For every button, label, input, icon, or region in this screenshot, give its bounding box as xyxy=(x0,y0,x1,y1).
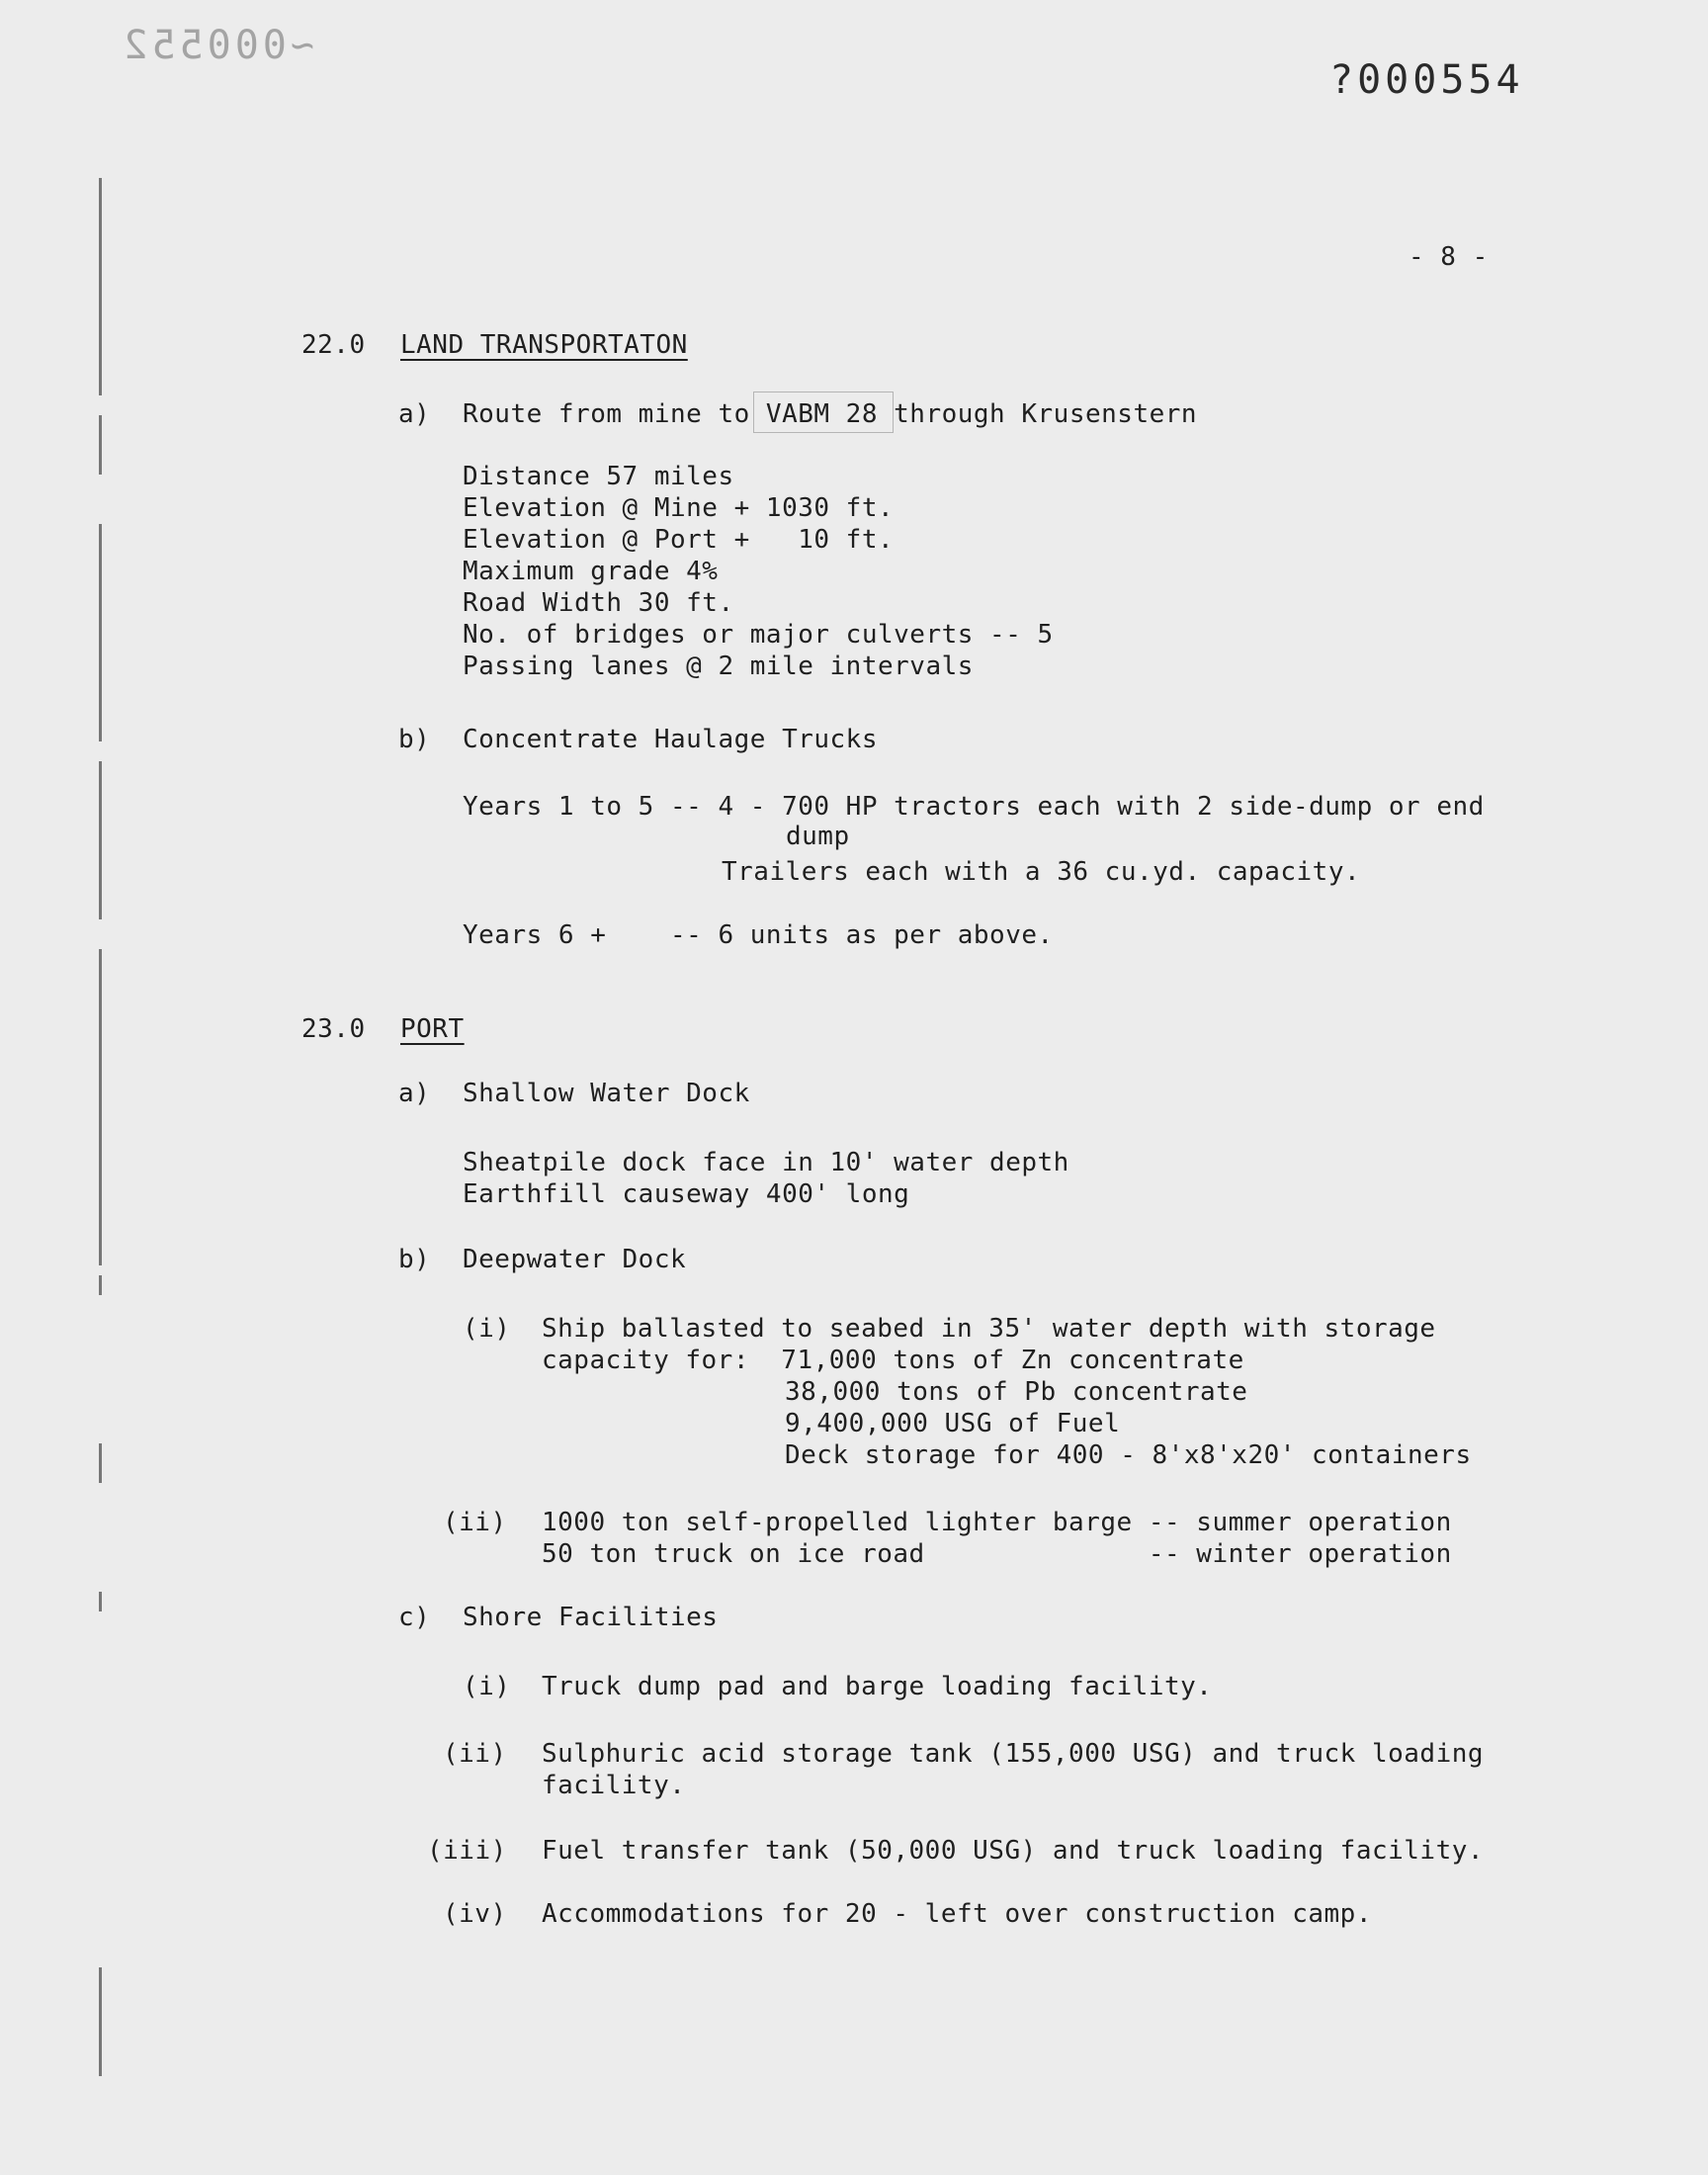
shallow-dock-specs xyxy=(463,1147,1069,1210)
shore-item-text: Sulphuric acid storage tank (155,000 USG) and truck loading xyxy=(542,1739,1485,1769)
section-22-number: 22.0 xyxy=(301,330,366,360)
deepwater-storage-line3: 38,000 tons of Pb concentrate xyxy=(785,1377,1248,1407)
deepwater-storage-line5: Deck storage for 400 - 8'x8'x20' containers xyxy=(785,1440,1472,1470)
s23-b-label: b) xyxy=(398,1245,431,1274)
route-label-box xyxy=(753,392,894,433)
s23-a-label: a) xyxy=(398,1079,431,1108)
s22-b-text: Concentrate Haulage Trucks xyxy=(463,725,878,754)
s23-b-ii-label: (ii) xyxy=(443,1508,507,1537)
spec-line: Passing lanes @ 2 mile intervals xyxy=(463,652,974,681)
scan-edge-marks xyxy=(99,129,103,2106)
s23-b-i-label: (i) xyxy=(463,1314,511,1344)
shore-item-label: (ii) xyxy=(443,1739,507,1769)
mirrored-stamp: ~000552 xyxy=(120,23,314,68)
shore-item-text: Truck dump pad and barge loading facility. xyxy=(542,1672,1213,1701)
spec-line: Earthfill causeway 400' long xyxy=(463,1179,910,1209)
s23-c-text: Shore Facilities xyxy=(463,1603,719,1632)
page-number: - 8 - xyxy=(1409,242,1489,272)
s23-c-label: c) xyxy=(398,1603,431,1632)
s22-b-label: b) xyxy=(398,725,431,754)
shore-item-label: (iv) xyxy=(443,1899,507,1929)
trucks-years-1-5-cont: dump xyxy=(786,822,850,851)
deepwater-storage-line1: Ship ballasted to seabed in 35' water depth with storage xyxy=(542,1314,1436,1344)
s23-b-text: Deepwater Dock xyxy=(463,1245,687,1274)
route-specs xyxy=(463,461,1054,682)
section-23-title: PORT xyxy=(400,1014,465,1044)
shore-item-label: (iii) xyxy=(427,1836,507,1866)
spec-line: Maximum grade 4% xyxy=(463,557,719,586)
section-23-number: 23.0 xyxy=(301,1014,366,1044)
spec-line: Elevation @ Mine + 1030 ft. xyxy=(463,493,895,523)
spec-line: Road Width 30 ft. xyxy=(463,588,734,618)
trucks-years-1-5: Years 1 to 5 -- 4 - 700 HP tractors each with 2 side-dump or end xyxy=(463,792,1485,822)
trucks-years-6: Years 6 + -- 6 units as per above. xyxy=(463,920,1054,950)
lighter-barge-line: 1000 ton self-propelled lighter barge -- summer operation xyxy=(542,1508,1452,1537)
shore-item-text: Fuel transfer tank (50,000 USG) and truck loading facility. xyxy=(542,1836,1485,1866)
shore-item-text: facility. xyxy=(542,1771,686,1800)
s22-a-text: Route from mine to VABM 28 through Krusenstern xyxy=(463,399,1198,429)
spec-line: No. of bridges or major culverts -- 5 xyxy=(463,620,1054,650)
section-22-title: LAND TRANSPORTATON xyxy=(400,330,688,360)
spec-line: Elevation @ Port + 10 ft. xyxy=(463,525,895,555)
shore-item-label: (i) xyxy=(463,1672,511,1701)
s22-a-label: a) xyxy=(398,399,431,429)
deepwater-storage-line2: capacity for: 71,000 tons of Zn concentrate xyxy=(542,1346,1244,1375)
deepwater-storage-line4: 9,400,000 USG of Fuel xyxy=(785,1409,1121,1438)
document-id-stamp: ?000554 xyxy=(1329,57,1524,103)
ice-road-line: 50 ton truck on ice road -- winter operation xyxy=(542,1539,1452,1569)
spec-line: Distance 57 miles xyxy=(463,462,734,491)
s23-a-text: Shallow Water Dock xyxy=(463,1079,750,1108)
spec-line: Sheatpile dock face in 10' water depth xyxy=(463,1148,1069,1177)
shore-item-text: Accommodations for 20 - left over construction camp. xyxy=(542,1899,1372,1929)
trucks-trailers: Trailers each with a 36 cu.yd. capacity. xyxy=(722,857,1361,887)
